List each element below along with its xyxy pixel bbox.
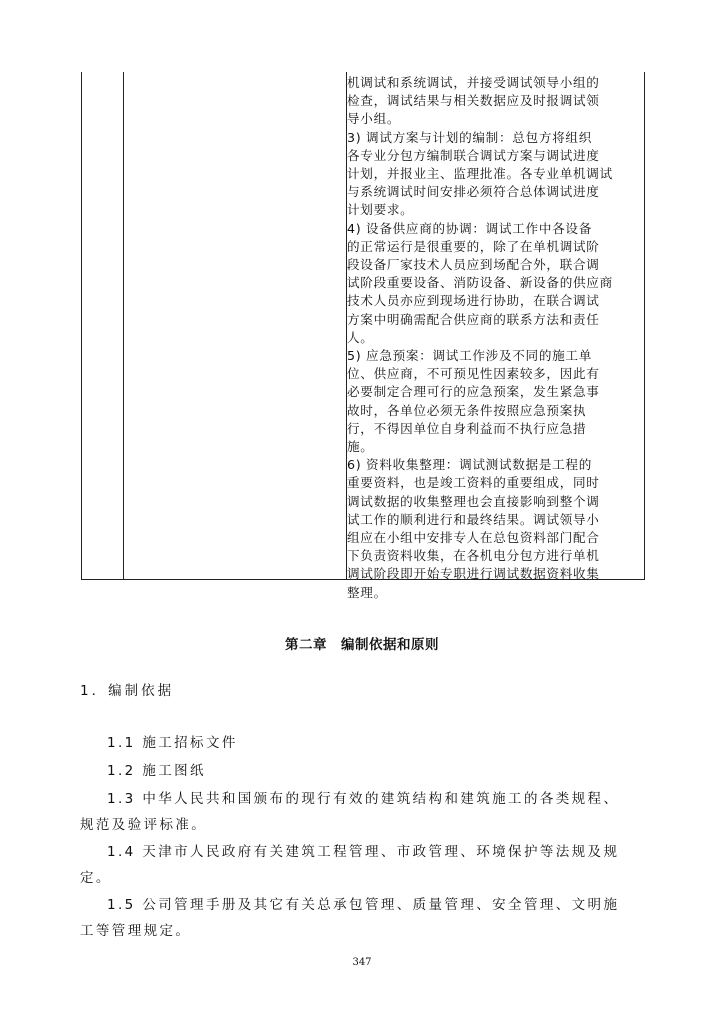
- list-item: 1.1 施工招标文件: [107, 735, 238, 751]
- table-column-item: [124, 72, 347, 579]
- cell-line: 计划，并报业主、监理批准。各专业单机调试: [347, 166, 613, 182]
- cell-line: 人。: [347, 329, 374, 345]
- cell-line: 故时，各单位必须无条件按照应急预案执: [347, 402, 587, 418]
- cell-line: 试工作的顺利进行和最终结果。调试领导小: [347, 511, 600, 527]
- cell-line: 方案中明确需配合供应商的联系方法和责任: [347, 311, 600, 327]
- cell-line: 整理。: [347, 584, 387, 600]
- cell-line: 4) 设备供应商的协调：调试工作中各设备: [347, 220, 593, 236]
- cell-line: 的正常运行是很重要的，除了在单机调试阶: [347, 238, 600, 254]
- cell-line: 下负责资料收集，在各机电分包方进行单机: [347, 548, 600, 564]
- cell-line: 重要资料，也是竣工资料的重要组成，同时: [347, 475, 600, 491]
- list-item: 1.5 公司管理手册及其它有关总承包管理、质量管理、安全管理、文明施: [107, 897, 620, 913]
- cell-line: 必要制定合理可行的应急预案，发生紧急事: [347, 384, 600, 400]
- list-item: 1.4 天津市人民政府有关建筑工程管理、市政管理、环境保护等法规及规: [107, 844, 620, 860]
- list-item-continuation: 工等管理规定。: [80, 923, 192, 939]
- cell-line: 行，不得因单位自身利益而不执行应急措: [347, 420, 587, 436]
- cell-line: 施。: [347, 439, 374, 455]
- table-column-index: [82, 72, 124, 579]
- list-item: 1.2 施工图纸: [107, 763, 206, 779]
- cell-line: 组应在小组中安排专人在总包资料部门配合: [347, 530, 600, 546]
- page-number: 347: [352, 957, 372, 968]
- list-item-continuation: 定。: [80, 870, 112, 886]
- chapter-title: 第二章 编制依据和原则: [285, 637, 439, 653]
- cell-line: 机调试和系统调试，并接受调试领导小组的: [347, 75, 600, 90]
- cell-line: 各专业分包方编制联合调试方案与调试进度: [347, 147, 600, 163]
- cell-line: 检查，调试结果与相关数据应及时报调试领: [347, 93, 600, 109]
- cell-line: 调试数据的收集整理也会直接影响到整个调: [347, 493, 600, 509]
- table-continuation: [81, 72, 645, 600]
- cell-line: 试阶段重要设备、消防设备、新设备的供应商: [347, 275, 613, 291]
- list-item-continuation: 规范及验评标准。: [80, 817, 208, 833]
- cell-line: 计划要求。: [347, 202, 414, 218]
- cell-line: 导小组。: [347, 111, 401, 127]
- cell-line: 位、供应商，不可预见性因素较多，因此有: [347, 366, 600, 382]
- cell-line: 3) 调试方案与计划的编制：总包方将组织: [347, 129, 593, 145]
- cell-line: 6) 资料收集整理：调试测试数据是工程的: [347, 457, 593, 473]
- cell-line: 与系统调试时间安排必须符合总体调试进度: [347, 184, 600, 200]
- cell-line: 段设备厂家技术人员应到场配合外，联合调: [347, 257, 600, 273]
- cell-line: 技术人员亦应到现场进行协助，在联合调试: [347, 293, 600, 309]
- list-item: 1.3 中华人民共和国颁布的现行有效的建筑结构和建筑施工的各类规程、: [107, 791, 620, 807]
- cell-line: 5) 应急预案：调试工作涉及不同的施工单: [347, 348, 593, 364]
- table-cell-content: [347, 74, 643, 602]
- cell-line: 调试阶段即开始专职进行调试数据资料收集: [347, 566, 600, 582]
- section-title: 1．编制依据: [80, 683, 175, 699]
